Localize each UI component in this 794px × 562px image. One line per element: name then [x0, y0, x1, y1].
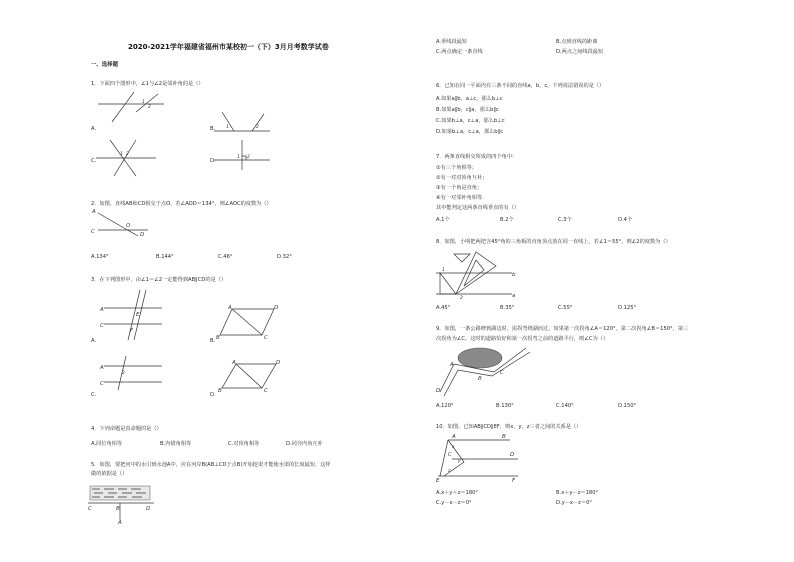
q3-figure-b: [216, 305, 280, 341]
svg-text:C: C: [264, 335, 268, 341]
exam-title: 2020-2021学年福建省福州市某校初一（下）3月月考数学试卷: [128, 43, 329, 51]
q9-figure: [434, 342, 534, 397]
q4-option-d: D.同旁内角互补: [286, 441, 323, 447]
q7-item-4: ④有一对邻补角相等．: [436, 195, 488, 201]
svg-text:2: 2: [460, 296, 463, 301]
q6-option-a: A.如果a∥b，a⊥c，那么b⊥c: [436, 96, 503, 102]
svg-text:A: A: [118, 520, 122, 526]
q5-stem-line1: 5．如图，要把河中的水引到水池A中，应在河岸B(AB⊥CD于点B)开始挖渠才能使水渠的长度最短，这样: [91, 462, 331, 468]
q7-option-b: B.2个: [500, 217, 514, 223]
svg-text:1: 1: [226, 125, 229, 130]
q4-option-b: B.内错角相等: [160, 441, 192, 447]
svg-text:D: D: [276, 360, 281, 366]
q5-option-b: B.点到直线的距离: [556, 39, 598, 45]
section-choice-heading: 一、选择题: [91, 62, 118, 68]
svg-text:E: E: [436, 478, 440, 484]
q1-option-d: D.: [210, 158, 216, 164]
svg-text:A: A: [228, 305, 232, 311]
q8-stem: 8．如图，小明把两把含45°角的三角板的直角顶点放在同一直线上，若∠1＝55°，则∠2的度数为（）: [436, 239, 671, 245]
q3-option-c: C.: [91, 392, 97, 398]
q2-option-c: C.46°: [218, 254, 233, 260]
q8-option-c: C.55°: [558, 305, 573, 311]
q10-option-d: D.y－x－z＝0°: [556, 500, 592, 506]
q10-option-c: C.y－x－z＝0°: [436, 500, 472, 506]
q7-option-c: C.3个: [558, 217, 572, 223]
q4-option-a: A.同位角相等: [91, 441, 123, 447]
q10-figure: [434, 432, 524, 484]
q5-figure: [88, 482, 163, 524]
svg-text:C: C: [100, 323, 104, 329]
svg-text:z: z: [448, 469, 451, 474]
svg-text:2: 2: [122, 371, 125, 376]
svg-text:a: a: [512, 293, 516, 299]
q9-stem-line1: 9．如图，一条公路修到湖边时，需拐弯绕湖而过，如果第一次拐角∠A＝120°，第二次拐角∠B＝150°，第三: [436, 326, 689, 332]
q8-option-b: B.35°: [500, 305, 515, 311]
svg-text:2: 2: [256, 125, 259, 130]
q6-stem: 6．已知在同一平面内有三条不同的直线a，b，c，下列说法错误的是（）: [436, 83, 605, 89]
q1-figure-c: [96, 138, 156, 178]
q8-option-d: D.125°: [618, 305, 637, 311]
q3-figure-d: [218, 360, 282, 394]
q10-option-a: A.x＋y＋z＝180°: [436, 490, 479, 496]
svg-text:E: E: [136, 312, 140, 318]
svg-text:1: 1: [237, 155, 240, 160]
q5-option-c: C.两点确定一条直线: [436, 49, 483, 55]
svg-text:1: 1: [442, 268, 445, 273]
svg-text:A: A: [450, 362, 454, 368]
q10-option-b: B.x＋y－z＝180°: [556, 490, 599, 496]
svg-text:B: B: [478, 376, 482, 382]
q3-option-d: D.: [210, 392, 216, 398]
q6-option-d: D.如果b⊥a，c⊥a，那么b∥c: [436, 129, 504, 135]
svg-text:B: B: [116, 506, 120, 512]
svg-text:C: C: [91, 229, 95, 235]
svg-text:2: 2: [148, 105, 151, 110]
q1-figure-d: [212, 138, 272, 173]
svg-text:B: B: [216, 335, 220, 341]
svg-text:F: F: [512, 478, 516, 484]
q9-option-c: C.140°: [556, 403, 574, 409]
svg-text:D: D: [274, 305, 279, 311]
q2-option-a: A.134°: [91, 254, 109, 260]
svg-text:C: C: [500, 370, 504, 376]
svg-text:C: C: [100, 381, 104, 387]
q3-option-b: B.: [210, 338, 216, 344]
q10-stem: 10．如图，已知AB∥CD∥EF，则x，y，z三者之间的关系是（）: [436, 424, 582, 430]
q2-figure: [90, 208, 160, 238]
q3-figure-a: [100, 288, 165, 343]
svg-text:D: D: [436, 388, 441, 394]
q1-option-a: A.: [91, 126, 97, 132]
q7-item-3: ③有一个角是直角；: [436, 185, 483, 191]
q6-option-b: B.如果a∥b，c∥a，那么b∥c: [436, 107, 499, 113]
q1-figure-a: [96, 92, 166, 132]
q2-option-d: D.32°: [277, 254, 292, 260]
svg-text:C: C: [88, 506, 92, 512]
q4-option-c: C.对顶角相等: [228, 441, 260, 447]
q1-stem: 1．下面四个图形中，∠1与∠2是邻补角的是（）: [91, 81, 204, 87]
svg-text:A: A: [100, 307, 104, 313]
q1-option-b: B.: [210, 126, 216, 132]
svg-text:A: A: [92, 209, 96, 215]
q9-option-d: D.150°: [618, 403, 637, 409]
q1-option-c: C.: [91, 158, 97, 164]
q7-option-d: D.4个: [618, 217, 633, 223]
q3-stem: 3．在下列图形中，由∠1＝∠2一定能得到AB∥CD的是（）: [91, 277, 227, 283]
svg-text:A: A: [232, 360, 236, 366]
q7-option-a: A.1个: [436, 217, 450, 223]
q2-stem: 2．如图，直线AB和CD相交于点O，若∠AOD＝134°，则∠AOC的度数为（）: [91, 201, 272, 207]
q1-figure-b: [212, 108, 272, 138]
svg-text:2: 2: [126, 152, 129, 157]
svg-text:D: D: [146, 506, 151, 512]
q3-figure-c: [100, 352, 165, 392]
svg-text:y: y: [458, 459, 461, 464]
q9-stem-line2: 次拐角为∠C，这时的道路恰好和第一次拐弯之前的道路平行，则∠C为（）: [436, 336, 609, 342]
svg-text:x: x: [452, 445, 455, 450]
q9-option-a: A.120°: [436, 403, 454, 409]
svg-text:D: D: [510, 452, 515, 458]
svg-text:F: F: [130, 328, 134, 334]
q9-option-b: B.130°: [496, 403, 514, 409]
q7-ask: 其中能判定这两条直线垂直的有（）: [436, 205, 520, 211]
q3-option-a: A.: [91, 338, 97, 344]
q8-figure: [434, 246, 519, 301]
svg-text:b: b: [512, 272, 516, 278]
svg-text:B: B: [502, 434, 506, 440]
svg-text:1: 1: [142, 100, 145, 105]
q7-item-1: ①有三个角相等；: [436, 165, 477, 171]
svg-text:1: 1: [120, 152, 123, 157]
svg-text:D: D: [140, 232, 145, 238]
svg-text:O: O: [126, 223, 131, 229]
svg-text:B: B: [218, 388, 222, 394]
q4-stem: 4．下列命题是真命题的是（）: [91, 426, 162, 432]
q7-stem: 7．两条直线相交所成的四个角中：: [436, 154, 518, 160]
q5-option-d: D.两点之间线段最短: [556, 49, 604, 55]
q2-option-b: B.144°: [156, 254, 174, 260]
svg-text:A: A: [452, 434, 456, 440]
svg-text:2: 2: [247, 155, 250, 160]
q5-option-a: A.垂线段最短: [436, 39, 468, 45]
q6-option-c: C.如果b⊥a，c⊥a，那么b⊥c: [436, 118, 505, 124]
svg-text:C: C: [448, 452, 452, 458]
q7-item-2: ②有一对对顶角互补；: [436, 175, 488, 181]
q5-stem-line2: 做的依据是（）: [91, 471, 128, 477]
svg-text:A: A: [100, 365, 104, 371]
svg-text:C: C: [264, 388, 268, 394]
q8-option-a: A.45°: [436, 305, 451, 311]
